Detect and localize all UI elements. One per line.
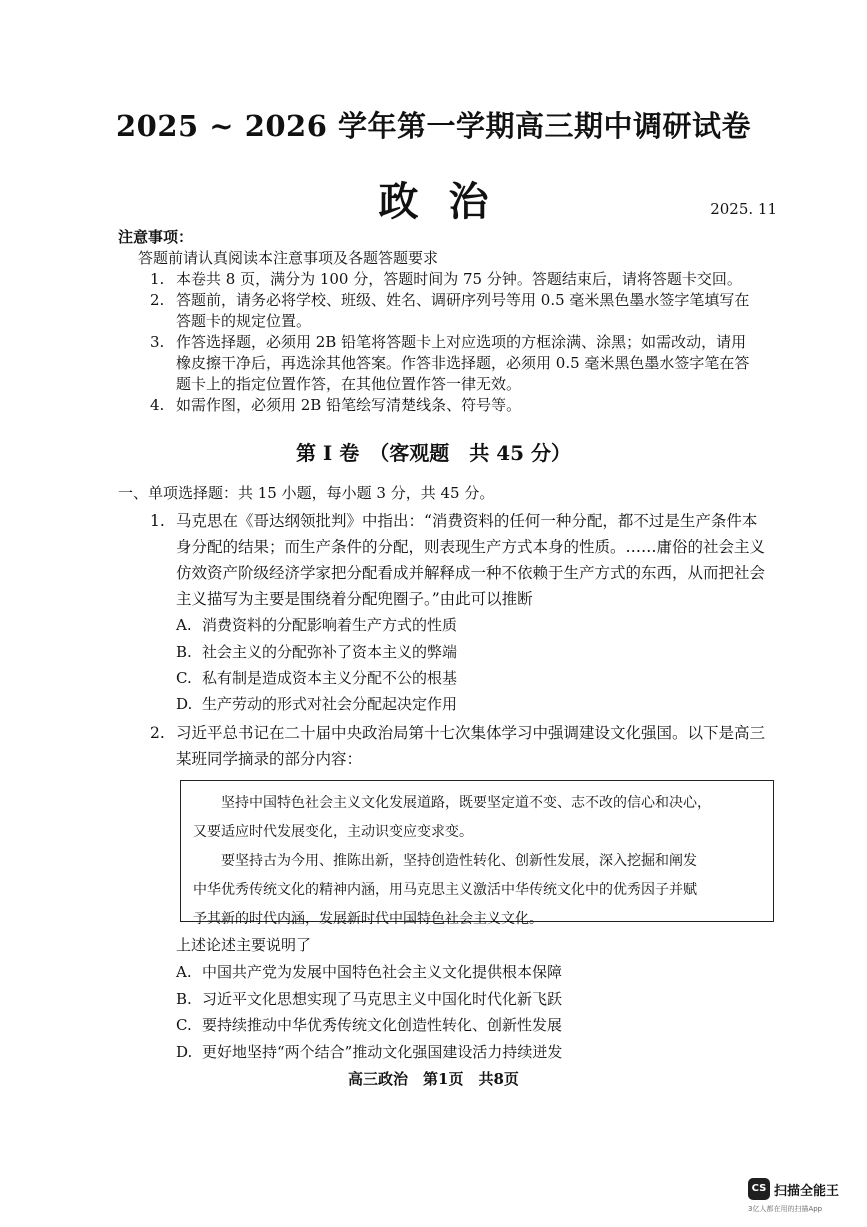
q1-option-b: B. 社会主义的分配弥补了资本主义的弊端 xyxy=(176,643,458,661)
camscanner-logo-icon: CS xyxy=(748,1178,770,1200)
exam-title: 2025 ~ 2026 学年第一学期高三期中调研试卷 xyxy=(115,109,751,143)
exam-date: 2025. 11 xyxy=(710,200,777,218)
q2-option-b: B. 习近平文化思想实现了马克思主义中国化时代化新飞跃 xyxy=(176,990,563,1008)
q1-option-d: D. 生产劳动的形式对社会分配起决定作用 xyxy=(176,695,458,713)
question-line: 主义描写为主要是围绕着分配兜圈子。”由此可以推断 xyxy=(176,590,533,608)
question-line: 习近平总书记在二十届中央政治局第十七次集体学习中强调建设文化强国。以下是高三 xyxy=(176,724,766,742)
scanner-name: 扫描全能王 xyxy=(774,1184,840,1199)
exam-page: 2025 ~ 2026 学年第一学期高三期中调研试卷 政治 2025. 11 注意事项： 答题前请认真阅读本注意事项及各题答题要求 1. 本卷共 8 页，满分为 100 分，答题时间为 75 分钟。答题结束后，请将答题卡交回。 2. 答题前，请务必将学校、班级、姓名、调研序列号等用 0.5 毫米黑色墨水签字笔填写在 答题卡的规定位置。 3. 作答选择题，必须用 2B 铅笔将答题卡上对应选项的方框涂满、涂黑；如需改动，请用 橡皮擦干净后，再选涂其他答案。作答非选择题，必须用 0.5 毫米黑色墨水签字笔在答 题卡上的指定位置作答，在其他位置作答一律无效。 4. 如需作图，必须用 2B 铅笔绘写清楚线条、符号等。 第 I 卷 （客观题 共 45 分） 一、单项选择题：共 15 小题，每小题 3 分，共 45 分。 1. 马克思在《哥达纲领批判》中指出：“消费资料的任何一种分配，都不过是生产条件本 身分配的结果；而生产条件的分配，则表现生产方式本身的性质。……庸俗的社会主义 仿效资产阶级经济学家把分配看成并解释成一种不依赖于生产方式的东西，从而把社会 主义描写为主要是围绕着分配兜圈子。”由此可以推断 A. 消费资料的分配影响着生产方式的性质 B. 社会主义的分配弥补了资本主义的弊端 C. 私有制是造成资本主义分配不公的根基 D. 生产劳动的形式对社会分配起决定作用 2. 习近平总书记在二十届中央政治局第十七次集体学习中强调建设文化强国。以下是高三 某班同学摘录的部分内容： 坚持中国特色社会主义文化发展道路，既要坚定道不变、志不改的信心和决心， 又要适应时代发展变化，主动识变应变求变。 要坚持古为今用、推陈出新，坚持创造性转化、创新性发展，深入挖掘和阐发 中华优秀传统文化的精神内涵，用马克思主义激活中华传统文化中的优秀因子并赋 予其新的时代内涵，发展新时代中国特色社会主义文化。 上述论述主要说明了 A. 中国共产党为发展中国特色社会主义文化提供根本保障 B. 习近平文化思想实现了马克思主义中国化时代化新飞跃 C. 要持续推动中华优秀传统文化创造性转化、创新性发展 D. 更好地坚持“两个结合”推动文化强国建设活力持续迸发 高三政治 第1页 共8页 CS 扫描全能王 3亿人都在用的扫描App xyxy=(0,0,867,1227)
quote-line: 坚持中国特色社会主义文化发展道路，既要坚定道不变、志不改的信心和决心， xyxy=(193,795,711,811)
subject-title: 政治 xyxy=(378,178,519,225)
notice-heading: 注意事项： xyxy=(118,228,194,246)
scanner-tagline: 3亿人都在用的扫描App xyxy=(748,1205,823,1213)
q2-option-d: D. 更好地坚持“两个结合”推动文化强国建设活力持续迸发 xyxy=(176,1043,563,1061)
question-line: 身分配的结果；而生产条件的分配，则表现生产方式本身的性质。……庸俗的社会主义 xyxy=(176,538,766,556)
quote-line: 中华优秀传统文化的精神内涵，用马克思主义激活中华传统文化中的优秀因子并赋 xyxy=(193,882,697,898)
question-line: 某班同学摘录的部分内容： xyxy=(176,750,363,768)
q2-option-c: C. 要持续推动中华优秀传统文化创造性转化、创新性发展 xyxy=(176,1016,563,1034)
q1-option-c: C. 私有制是造成资本主义分配不公的根基 xyxy=(176,669,458,687)
q2-option-a: A. 中国共产党为发展中国特色社会主义文化提供根本保障 xyxy=(176,963,563,981)
quote-box xyxy=(180,780,774,927)
question-number: 1. xyxy=(150,512,165,530)
quote-line: 又要适应时代发展变化，主动识变应变求变。 xyxy=(193,824,473,840)
q2-stem: 上述论述主要说明了 xyxy=(176,936,312,954)
notice-intro: 答题前请认真阅读本注意事项及各题答题要求 xyxy=(138,249,439,267)
part-heading: 一、单项选择题：共 15 小题，每小题 3 分，共 45 分。 xyxy=(118,484,495,502)
quote-line: 要坚持古为今用、推陈出新，坚持创造性转化、创新性发展，深入挖掘和阐发 xyxy=(193,853,697,869)
page-footer: 高三政治 第1页 共8页 xyxy=(348,1070,519,1088)
question-number: 2. xyxy=(150,724,165,742)
question-line: 仿效资产阶级经济学家把分配看成并解释成一种不依赖于生产方式的东西，从而把社会 xyxy=(176,564,766,582)
quote-line: 予其新的时代内涵，发展新时代中国特色社会主义文化。 xyxy=(193,911,543,927)
question-line: 马克思在《哥达纲领批判》中指出：“消费资料的任何一种分配，都不过是生产条件本 xyxy=(176,512,758,530)
q1-option-a: A. 消费资料的分配影响着生产方式的性质 xyxy=(176,616,458,634)
section-title: 第 I 卷 （客观题 共 45 分） xyxy=(295,441,572,465)
